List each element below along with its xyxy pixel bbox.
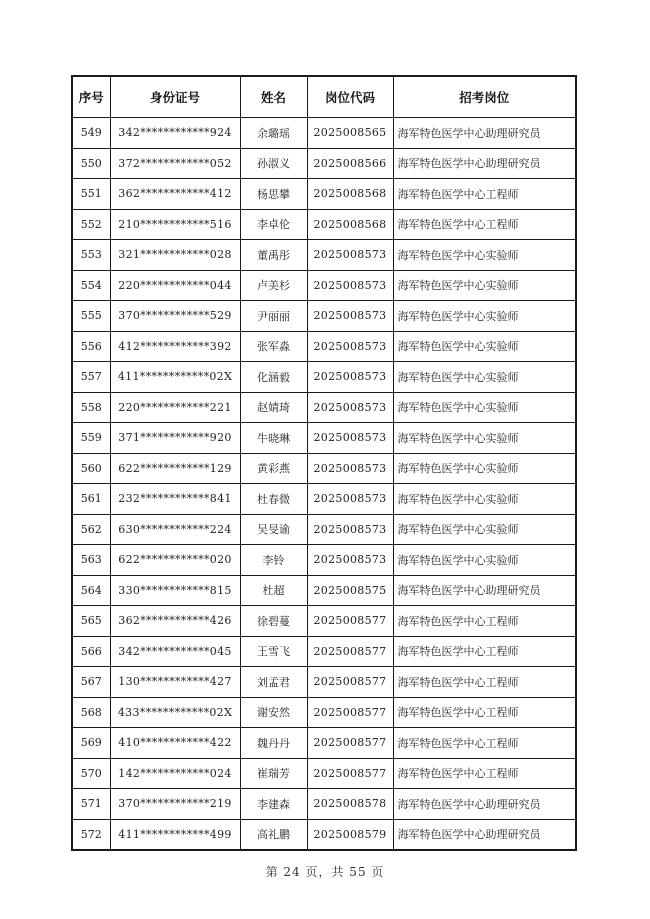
- table-row: [72, 453, 576, 484]
- serial-number-cell: 555: [72, 301, 110, 332]
- table-row: [72, 240, 576, 271]
- id-number-cell: 342************045: [110, 636, 240, 667]
- job-code-cell: 2025008573: [307, 484, 393, 515]
- job-code-cell: 2025008573: [307, 453, 393, 484]
- table-row: [72, 301, 576, 332]
- name-cell: 徐碧蔓: [240, 606, 307, 637]
- name-cell: 李卓伦: [240, 209, 307, 240]
- serial-number-cell: 571: [72, 789, 110, 820]
- table-row: [72, 362, 576, 393]
- job-code-cell: 2025008577: [307, 606, 393, 637]
- name-cell: 孙淑义: [240, 148, 307, 179]
- table-row: [72, 331, 576, 362]
- serial-number-cell: 566: [72, 636, 110, 667]
- name-cell: 刘孟君: [240, 667, 307, 698]
- job-title-cell: 海军特色医学中心工程师: [393, 728, 576, 759]
- id-number-cell: 412************392: [110, 331, 240, 362]
- job-title-cell: 海军特色医学中心助理研究员: [393, 819, 576, 850]
- id-number-cell: 622************129: [110, 453, 240, 484]
- id-number-cell: 330************815: [110, 575, 240, 606]
- job-code-cell: 2025008573: [307, 270, 393, 301]
- serial-number-cell: 570: [72, 758, 110, 789]
- table-row: [72, 728, 576, 759]
- column-header-0: 序号: [72, 76, 110, 118]
- job-code-cell: 2025008575: [307, 575, 393, 606]
- job-title-cell: 海军特色医学中心工程师: [393, 636, 576, 667]
- job-title-cell: 海军特色医学中心工程师: [393, 758, 576, 789]
- name-cell: 魏丹丹: [240, 728, 307, 759]
- job-code-cell: 2025008568: [307, 209, 393, 240]
- serial-number-cell: 561: [72, 484, 110, 515]
- serial-number-cell: 564: [72, 575, 110, 606]
- name-cell: 谢安然: [240, 697, 307, 728]
- id-number-cell: 411************02X: [110, 362, 240, 393]
- column-header-2: 姓名: [240, 76, 307, 118]
- job-title-cell: 海军特色医学中心助理研究员: [393, 575, 576, 606]
- name-cell: 王雪飞: [240, 636, 307, 667]
- serial-number-cell: 552: [72, 209, 110, 240]
- id-number-cell: 370************529: [110, 301, 240, 332]
- job-title-cell: 海军特色医学中心实验师: [393, 423, 576, 454]
- id-number-cell: 220************221: [110, 392, 240, 423]
- job-code-cell: 2025008573: [307, 331, 393, 362]
- id-number-cell: 232************841: [110, 484, 240, 515]
- serial-number-cell: 557: [72, 362, 110, 393]
- job-code-cell: 2025008573: [307, 545, 393, 576]
- id-number-cell: 321************028: [110, 240, 240, 271]
- recruitment-roster-table: [71, 75, 577, 851]
- id-number-cell: 372************052: [110, 148, 240, 179]
- job-title-cell: 海军特色医学中心工程师: [393, 697, 576, 728]
- job-title-cell: 海军特色医学中心实验师: [393, 301, 576, 332]
- table-row: [72, 819, 576, 850]
- serial-number-cell: 550: [72, 148, 110, 179]
- table-row: [72, 148, 576, 179]
- table-row: [72, 118, 576, 149]
- job-code-cell: 2025008578: [307, 789, 393, 820]
- table-row: [72, 423, 576, 454]
- serial-number-cell: 562: [72, 514, 110, 545]
- name-cell: 化涵毅: [240, 362, 307, 393]
- table-row: [72, 545, 576, 576]
- name-cell: 余璐瑶: [240, 118, 307, 149]
- job-title-cell: 海军特色医学中心工程师: [393, 209, 576, 240]
- table-row: [72, 789, 576, 820]
- name-cell: 崔瑞芳: [240, 758, 307, 789]
- name-cell: 杜超: [240, 575, 307, 606]
- table-row: [72, 636, 576, 667]
- table-row: [72, 575, 576, 606]
- id-number-cell: 220************044: [110, 270, 240, 301]
- job-title-cell: 海军特色医学中心实验师: [393, 270, 576, 301]
- job-title-cell: 海军特色医学中心助理研究员: [393, 118, 576, 149]
- job-title-cell: 海军特色医学中心实验师: [393, 545, 576, 576]
- name-cell: 卢美杉: [240, 270, 307, 301]
- serial-number-cell: 572: [72, 819, 110, 850]
- name-cell: 董禹彤: [240, 240, 307, 271]
- job-title-cell: 海军特色医学中心工程师: [393, 179, 576, 210]
- job-title-cell: 海军特色医学中心助理研究员: [393, 789, 576, 820]
- name-cell: 杨思攀: [240, 179, 307, 210]
- table-header-row: [72, 76, 576, 118]
- name-cell: 张军淼: [240, 331, 307, 362]
- id-number-cell: 210************516: [110, 209, 240, 240]
- job-title-cell: 海军特色医学中心实验师: [393, 240, 576, 271]
- column-header-1: 身份证号: [110, 76, 240, 118]
- id-number-cell: 371************920: [110, 423, 240, 454]
- table-row: [72, 514, 576, 545]
- job-code-cell: 2025008573: [307, 301, 393, 332]
- id-number-cell: 370************219: [110, 789, 240, 820]
- job-code-cell: 2025008573: [307, 362, 393, 393]
- job-code-cell: 2025008573: [307, 514, 393, 545]
- job-code-cell: 2025008573: [307, 240, 393, 271]
- serial-number-cell: 560: [72, 453, 110, 484]
- job-code-cell: 2025008577: [307, 758, 393, 789]
- job-code-cell: 2025008573: [307, 392, 393, 423]
- id-number-cell: 362************412: [110, 179, 240, 210]
- name-cell: 李铃: [240, 545, 307, 576]
- serial-number-cell: 553: [72, 240, 110, 271]
- job-code-cell: 2025008577: [307, 697, 393, 728]
- name-cell: 赵婧琦: [240, 392, 307, 423]
- job-code-cell: 2025008577: [307, 728, 393, 759]
- job-code-cell: 2025008568: [307, 179, 393, 210]
- table-row: [72, 667, 576, 698]
- table-header: [72, 76, 576, 118]
- job-title-cell: 海军特色医学中心实验师: [393, 453, 576, 484]
- job-code-cell: 2025008566: [307, 148, 393, 179]
- serial-number-cell: 565: [72, 606, 110, 637]
- job-code-cell: 2025008565: [307, 118, 393, 149]
- table-body: [72, 118, 576, 851]
- job-code-cell: 2025008579: [307, 819, 393, 850]
- name-cell: 尹丽丽: [240, 301, 307, 332]
- serial-number-cell: 568: [72, 697, 110, 728]
- id-number-cell: 622************020: [110, 545, 240, 576]
- job-code-cell: 2025008577: [307, 667, 393, 698]
- id-number-cell: 130************427: [110, 667, 240, 698]
- id-number-cell: 433************02X: [110, 697, 240, 728]
- page-number-footer: 第 24 页，共 55 页: [265, 865, 385, 879]
- serial-number-cell: 559: [72, 423, 110, 454]
- table-row: [72, 270, 576, 301]
- serial-number-cell: 551: [72, 179, 110, 210]
- serial-number-cell: 554: [72, 270, 110, 301]
- table-row: [72, 758, 576, 789]
- serial-number-cell: 549: [72, 118, 110, 149]
- name-cell: 牛晓琳: [240, 423, 307, 454]
- job-title-cell: 海军特色医学中心实验师: [393, 392, 576, 423]
- name-cell: 高礼鹏: [240, 819, 307, 850]
- job-title-cell: 海军特色医学中心助理研究员: [393, 148, 576, 179]
- id-number-cell: 142************024: [110, 758, 240, 789]
- job-title-cell: 海军特色医学中心实验师: [393, 331, 576, 362]
- id-number-cell: 411************499: [110, 819, 240, 850]
- serial-number-cell: 563: [72, 545, 110, 576]
- table-row: [72, 392, 576, 423]
- serial-number-cell: 556: [72, 331, 110, 362]
- table-row: [72, 179, 576, 210]
- column-header-3: 岗位代码: [307, 76, 393, 118]
- id-number-cell: 362************426: [110, 606, 240, 637]
- name-cell: 李建森: [240, 789, 307, 820]
- id-number-cell: 342************924: [110, 118, 240, 149]
- name-cell: 黄彩燕: [240, 453, 307, 484]
- name-cell: 吴旻谕: [240, 514, 307, 545]
- job-title-cell: 海军特色医学中心工程师: [393, 667, 576, 698]
- name-cell: 杜春微: [240, 484, 307, 515]
- serial-number-cell: 569: [72, 728, 110, 759]
- id-number-cell: 630************224: [110, 514, 240, 545]
- job-title-cell: 海军特色医学中心实验师: [393, 362, 576, 393]
- table-row: [72, 697, 576, 728]
- serial-number-cell: 558: [72, 392, 110, 423]
- column-header-4: 招考岗位: [393, 76, 576, 118]
- job-code-cell: 2025008573: [307, 423, 393, 454]
- job-title-cell: 海军特色医学中心实验师: [393, 484, 576, 515]
- table-row: [72, 209, 576, 240]
- id-number-cell: 410************422: [110, 728, 240, 759]
- job-title-cell: 海军特色医学中心实验师: [393, 514, 576, 545]
- job-code-cell: 2025008577: [307, 636, 393, 667]
- serial-number-cell: 567: [72, 667, 110, 698]
- table-row: [72, 606, 576, 637]
- job-title-cell: 海军特色医学中心工程师: [393, 606, 576, 637]
- table-row: [72, 484, 576, 515]
